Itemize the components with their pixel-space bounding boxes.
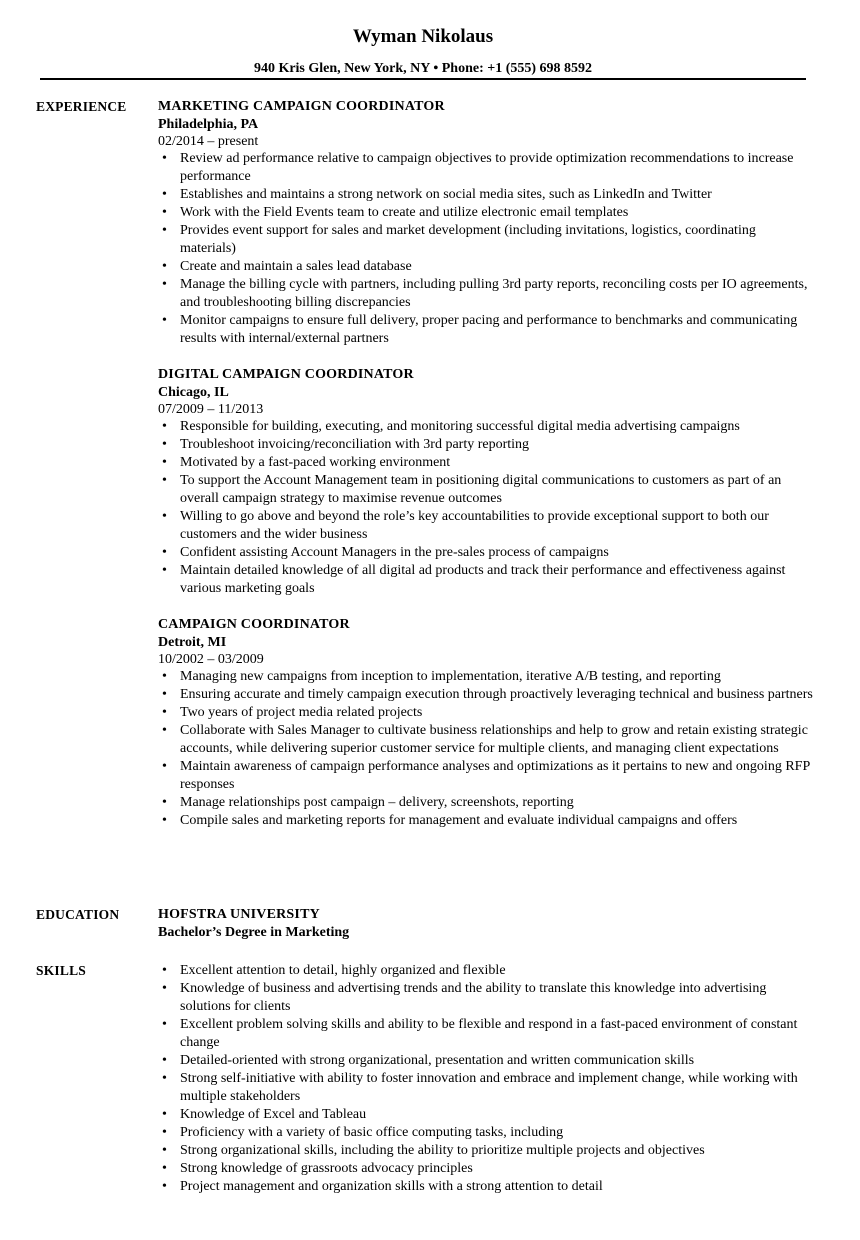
skill-item: • Excellent attention to detail, highly organized and flexible: [180, 962, 813, 980]
job-title: CAMPAIGN COORDINATOR: [158, 617, 350, 632]
bullet-item: • Monitor campaigns to ensure full delivery, proper pacing and performance to benchmarks and communicating results with internal/external partners: [180, 312, 813, 348]
section-label-experience: EXPERIENCE: [36, 99, 127, 114]
bullet-item: • Manage relationships post campaign – delivery, screenshots, reporting: [180, 794, 813, 812]
skills-content: [158, 962, 813, 1196]
job-entry: [158, 616, 813, 830]
job-entry: [158, 366, 813, 598]
bullet-item: • Review ad performance relative to campaign objectives to provide optimization recommendations to increase performance: [180, 150, 813, 186]
job-dates: 07/2009 – 11/2013: [158, 402, 264, 417]
degree-name: Bachelor’s Degree in Marketing: [158, 925, 350, 940]
bullet-item: • Confident assisting Account Managers in the pre-sales process of campaigns: [180, 544, 813, 562]
job-bullets: [158, 668, 813, 830]
job-dates: 10/2002 – 03/2009: [158, 652, 264, 667]
skill-item: • Excellent problem solving skills and ability to be flexible and respond in a fast-paced environment of constant change: [180, 1016, 813, 1052]
skill-item: • Knowledge of business and advertising trends and the ability to translate this knowledge into advertising solutions for clients: [180, 980, 813, 1016]
bullet-item: • Maintain detailed knowledge of all digital ad products and track their performance and effectiveness against various marketing goals: [180, 562, 813, 598]
skill-item: • Project management and organization skills with a strong attention to detail: [180, 1178, 813, 1196]
skill-item: • Strong organizational skills, including the ability to prioritize multiple projects and objectives: [180, 1142, 813, 1160]
bullet-item: • Provides event support for sales and market development (including invitations, logistics, coordinating materials): [180, 222, 813, 258]
bullet-item: • Managing new campaigns from inception to implementation, iterative A/B testing, and reporting: [180, 668, 813, 686]
bullet-item: • To support the Account Management team in positioning digital communications to customers as part of an overall campaign strategy to maximise revenue outcomes: [180, 472, 813, 508]
bullet-item: • Collaborate with Sales Manager to cultivate business relationships and help to grow and retain existing strategic accounts, while delivering superior customer service for multiple clients, and managing client expectations: [180, 722, 813, 758]
contact-line: 940 Kris Glen, New York, NY • Phone: +1 (555) 698 8592: [253, 61, 593, 76]
bullet-item: • Willing to go above and beyond the role’s key accountabilities to provide exceptional support to both our customers and the wider business: [180, 508, 813, 544]
section-label-skills: SKILLS: [36, 963, 86, 978]
bullet-item: • Create and maintain a sales lead database: [180, 258, 813, 276]
job-title: MARKETING CAMPAIGN COORDINATOR: [158, 99, 445, 114]
job-entry: [158, 98, 813, 348]
job-bullets: [158, 150, 813, 348]
bullet-item: • Manage the billing cycle with partners, including pulling 3rd party reports, reconciling costs per IO agreements, and troubleshooting billing discrepancies: [180, 276, 813, 312]
job-location: Philadelphia, PA: [158, 117, 259, 132]
skill-item: • Strong knowledge of grassroots advocacy principles: [180, 1160, 813, 1178]
bullet-item: • Maintain awareness of campaign performance analyses and optimizations as it pertains to new and ongoing RFP responses: [180, 758, 813, 794]
header-divider: [40, 78, 806, 80]
bullet-item: • Ensuring accurate and timely campaign execution through proactively leveraging technical and business partners: [180, 686, 813, 704]
bullet-item: • Troubleshoot invoicing/reconciliation with 3rd party reporting: [180, 436, 813, 454]
skill-item: • Proficiency with a variety of basic office computing tasks, including: [180, 1124, 813, 1142]
job-bullets: [158, 418, 813, 598]
bullet-item: • Two years of project media related projects: [180, 704, 813, 722]
skill-item: • Knowledge of Excel and Tableau: [180, 1106, 813, 1124]
skills-list: [158, 962, 813, 1196]
candidate-name: Wyman Nikolaus: [352, 26, 494, 47]
education-content: [158, 906, 813, 942]
bullet-item: • Work with the Field Events team to create and utilize electronic email templates: [180, 204, 813, 222]
resume-header: [40, 24, 806, 78]
skill-item: • Detailed-oriented with strong organizational, presentation and written communication skills: [180, 1052, 813, 1070]
bullet-item: • Responsible for building, executing, and monitoring successful digital media advertising campaigns: [180, 418, 813, 436]
experience-content: [158, 98, 813, 830]
skill-item: • Strong self-initiative with ability to foster innovation and embrace and implement change, while working with multiple stakeholders: [180, 1070, 813, 1106]
school-name: HOFSTRA UNIVERSITY: [158, 907, 320, 922]
job-location: Chicago, IL: [158, 385, 229, 400]
job-title: DIGITAL CAMPAIGN COORDINATOR: [158, 367, 414, 382]
bullet-item: • Motivated by a fast-paced working environment: [180, 454, 813, 472]
bullet-item: • Compile sales and marketing reports for management and evaluate individual campaigns and offers: [180, 812, 813, 830]
bullet-item: • Establishes and maintains a strong network on social media sites, such as LinkedIn and Twitter: [180, 186, 813, 204]
job-dates: 02/2014 – present: [158, 134, 259, 149]
section-label-education: EDUCATION: [36, 907, 120, 922]
job-location: Detroit, MI: [158, 635, 227, 650]
